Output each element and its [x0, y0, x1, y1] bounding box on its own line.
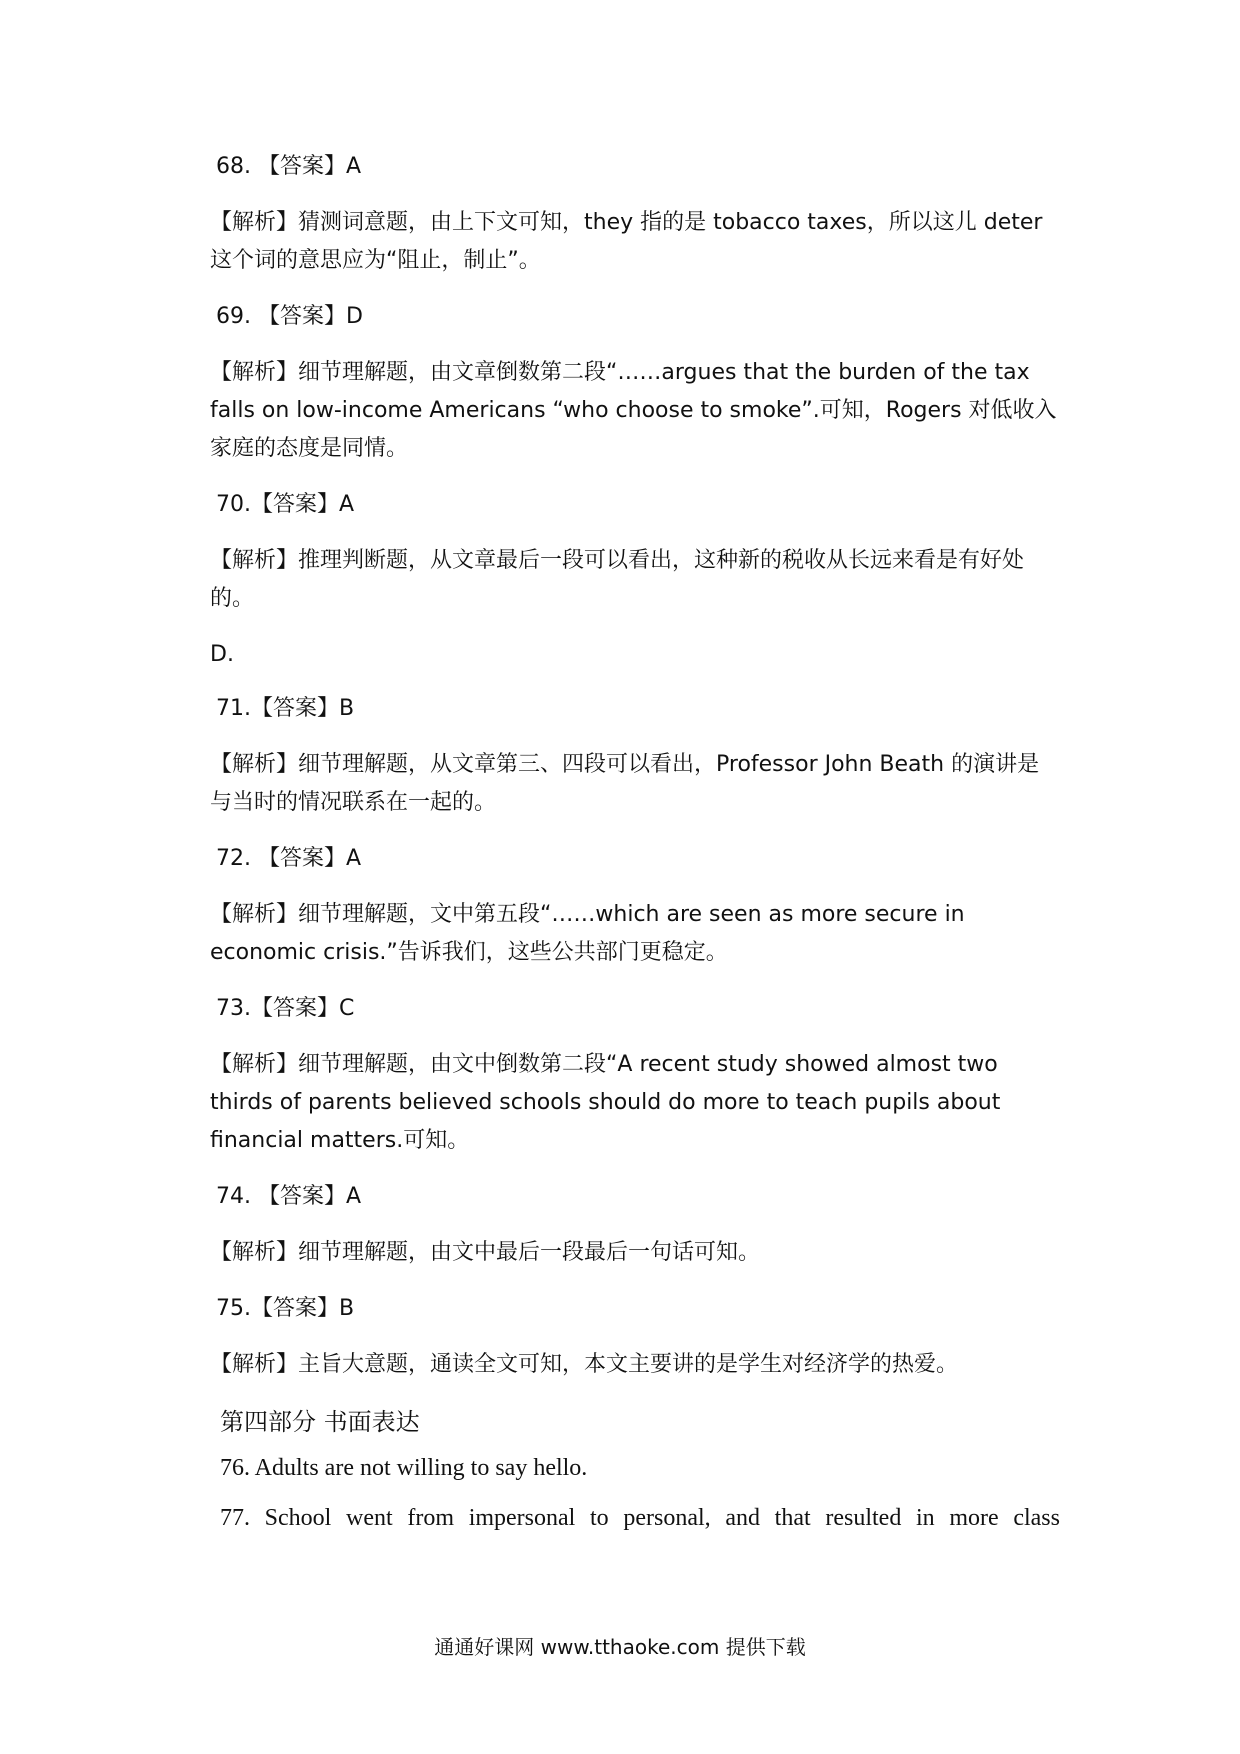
analysis-74: 【解析】细节理解题，由文中最后一段最后一句话可知。 [210, 1240, 761, 1265]
analysis-69: 【解析】细节理解题，由文章倒数第二段“……argues that the burden of the tax falls on low-income Americans “who choose to smoke”.可知，Rogers 对低收入家庭的态度是同情。 [210, 360, 1057, 461]
analysis-72: 【解析】细节理解题，文中第五段“……which are seen as more secure in economic crisis.”告诉我们，这些公共部门更稳定。 [210, 902, 965, 965]
answer-74: 74. 【答案】A [216, 1184, 362, 1209]
analysis-71: 【解析】细节理解题，从文章第三、四段可以看出，Professor John Beath 的演讲是与当时的情况联系在一起的。 [210, 752, 1040, 815]
analysis-73: 【解析】细节理解题，由文中倒数第二段“A recent study showed almost two thirds of parents believed schools should do more to teach pupils about financial matters.可知。 [210, 1052, 1001, 1153]
section-d-label: D. [210, 642, 234, 667]
answer-68: 68. 【答案】A [216, 154, 362, 179]
answer-71: 71.【答案】B [216, 696, 355, 721]
section-four-title: 第四部分 书面表达 [220, 1408, 420, 1436]
analysis-75: 【解析】主旨大意题，通读全文可知，本文主要讲的是学生对经济学的热爱。 [210, 1352, 959, 1377]
analysis-70: 【解析】推理判断题，从文章最后一段可以看出，这种新的税收从长远来看是有好处的。 [210, 548, 1025, 611]
answer-72: 72. 【答案】A [216, 846, 362, 871]
answer-73: 73.【答案】C [216, 996, 355, 1021]
answer-70: 70.【答案】A [216, 492, 355, 517]
page-footer: 通通好课网 www.tthaoke.com 提供下载 [434, 1635, 806, 1659]
answer-key-content [210, 150, 1060, 1550]
essay-line-76: 76. Adults are not willing to say hello. [220, 1455, 588, 1481]
essay-line-77: 77. School went from impersonal to personal, and that resulted in more class [220, 1505, 1060, 1531]
answer-69: 69. 【答案】D [216, 304, 363, 329]
analysis-68: 【解析】猜测词意题，由上下文可知，they 指的是 tobacco taxes，所以这儿 deter 这个词的意思应为“阻止，制止”。 [210, 210, 1043, 273]
answer-75: 75.【答案】B [216, 1296, 355, 1321]
